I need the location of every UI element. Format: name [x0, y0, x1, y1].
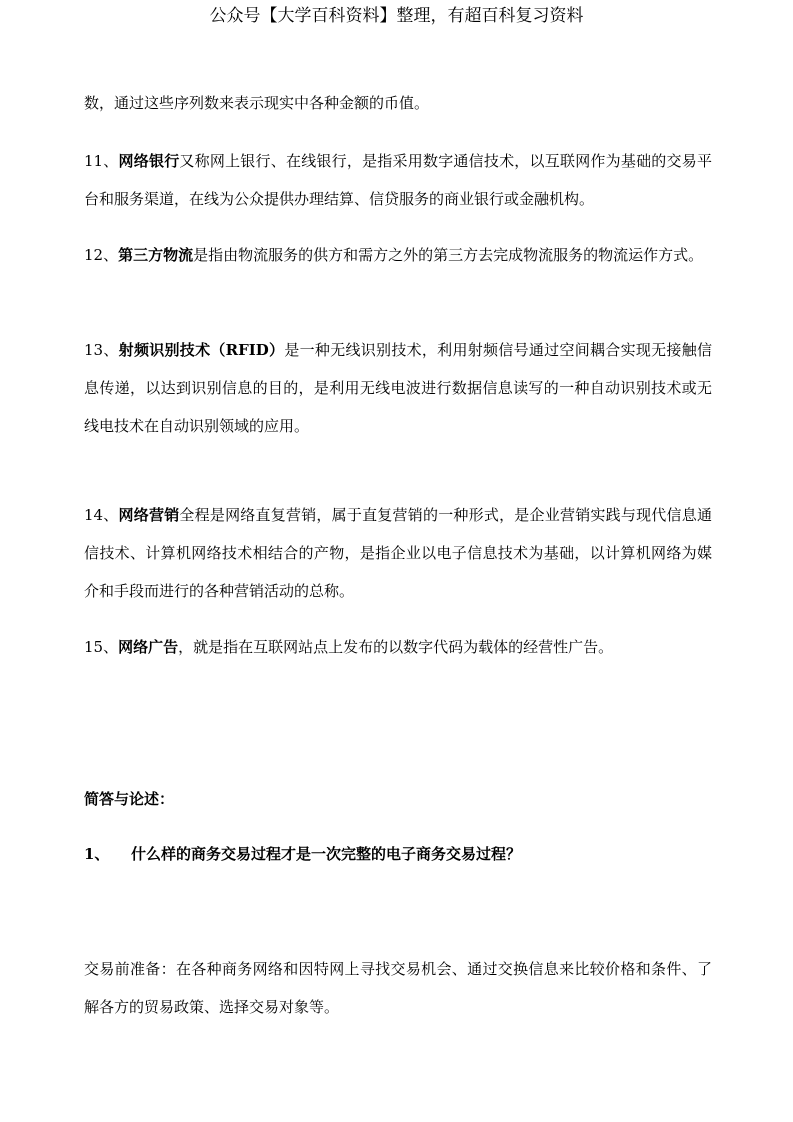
- definition-12: [84, 236, 712, 274]
- definition-term: 射频识别技术（RFID）: [118, 341, 285, 359]
- definition-14: [84, 496, 712, 610]
- answer-text: 交易前准备：在各种商务网络和因特网上寻找交易机会、通过交换信息来比较价格和条件、了解各方的贸易政策、选择交易对象等。: [84, 960, 712, 1016]
- definition-15: [84, 628, 712, 666]
- definition-number: 11、: [84, 152, 119, 170]
- question-1: [84, 842, 521, 866]
- definition-number: 15、: [84, 638, 119, 656]
- paragraph-continuation: [84, 84, 712, 122]
- page-header: 公众号【大学百科资料】整理，有超百科复习资料: [209, 6, 584, 26]
- definition-term: 第三方物流: [118, 246, 194, 264]
- paragraph-body: 数，通过这些序列数来表示现实中各种金额的币值。: [84, 94, 430, 112]
- definition-body: 是指由物流服务的供方和需方之外的第三方去完成物流服务的物流运作方式。: [193, 246, 704, 264]
- question-text: 什么样的商务交易过程才是一次完整的电子商务交易过程？: [131, 845, 522, 863]
- definition-term: 网络营销: [118, 506, 180, 524]
- definition-body: 又称网上银行、在线银行，是指采用数字通信技术，以互联网作为基础的交易平台和服务渠道，在线为公众提供办理结算、信贷服务的商业银行或金融机构。: [84, 152, 712, 208]
- definition-term: 网络广告: [118, 638, 179, 656]
- answer-paragraph: [84, 950, 712, 1026]
- definition-term: 网络银行: [118, 152, 180, 170]
- definition-number: 13、: [84, 341, 119, 359]
- definition-body: ，就是指在互联网站点上发布的以数字代码为载体的经营性广告。: [178, 638, 614, 656]
- question-number: 1、: [84, 845, 110, 863]
- definition-11: [84, 142, 712, 218]
- definition-13: [84, 331, 712, 445]
- section-title: 简答与论述：: [84, 790, 175, 808]
- definition-number: 14、: [84, 506, 119, 524]
- definition-number: 12、: [84, 246, 119, 264]
- definition-body: 是一种无线识别技术，利用射频信号通过空间耦合实现无接触信息传递，以达到识别信息的目的，是利用无线电波进行数据信息读写的一种自动识别技术或无线电技术在自动识别领域的应用。: [84, 341, 712, 435]
- definition-body: 全程是网络直复营销，属于直复营销的一种形式，是企业营销实践与现代信息通信技术、计算机网络技术相结合的产物，是指企业以电子信息技术为基础，以计算机网络为媒介和手段而进行的各种营销活动的总称。: [84, 506, 712, 600]
